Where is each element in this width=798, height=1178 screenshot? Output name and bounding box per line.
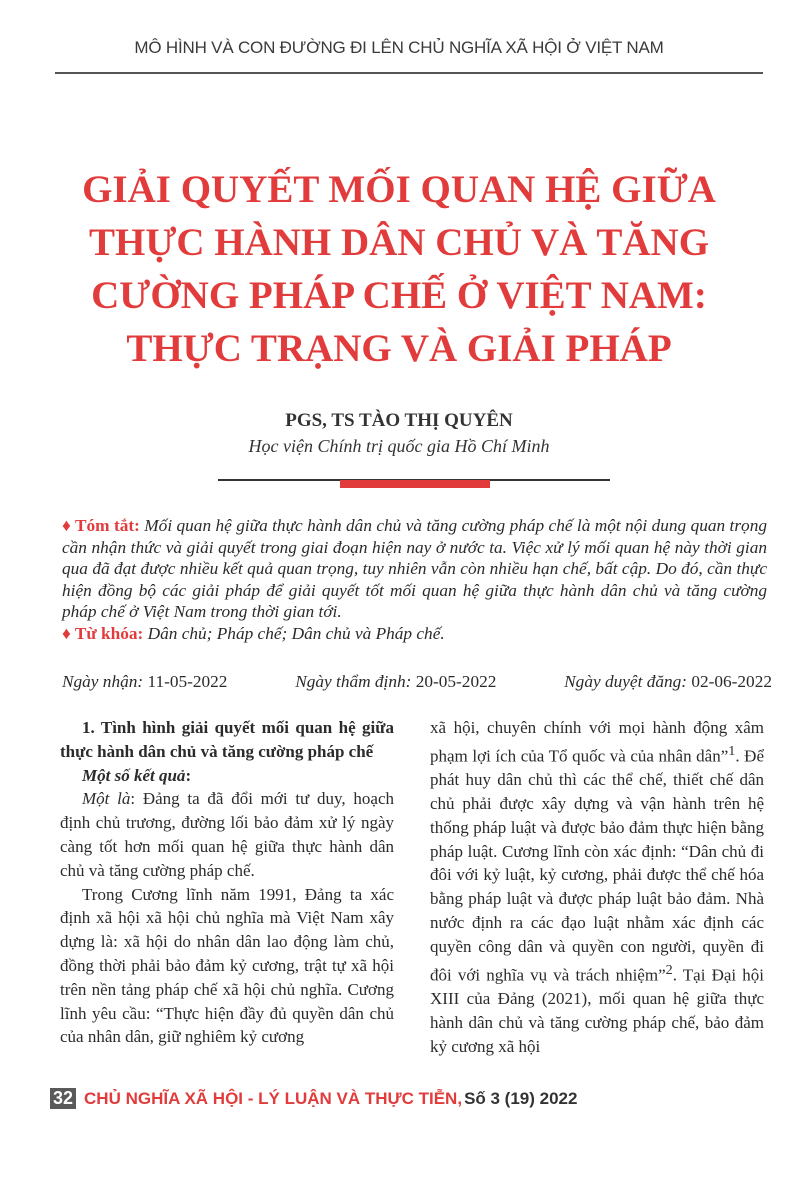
date-value: 02-06-2022: [687, 672, 772, 691]
title-line: THỰC TRẠNG VÀ GIẢI PHÁP: [126, 327, 672, 370]
abstract-label: ♦ Tóm tắt:: [62, 516, 140, 535]
date-received: [62, 672, 227, 692]
body-column-left: [60, 716, 394, 1049]
footnote-ref[interactable]: 1: [728, 742, 736, 759]
header-divider: [55, 72, 763, 74]
page-footer: [50, 1088, 577, 1109]
paragraph-text: . Để phát huy dân chủ thì các thể chế, thiết chế dân chủ phải được xây dựng và vận hành trên hệ thống pháp luật và được bảo đảm thực hiện bằng pháp luật. Cương lĩnh còn xác định: “Dân chủ đi đôi với kỷ luật, kỷ cương, phải được thể chế hóa bằng pháp luật và được pháp luật bảo đảm. Nhà nước định ra các đạo luật nhằm xác định các quyền công dân và quyền con người, quyền đi đôi với nghĩa vụ và trách nhiệm”: [430, 746, 764, 985]
issue-number: Số 3 (19) 2022: [464, 1088, 578, 1108]
abstract: [62, 515, 767, 644]
author-name: PGS, TS TÀO THỊ QUYÊN: [285, 410, 513, 431]
paragraph-text: : Đảng ta đã đổi mới tư duy, hoạch định chủ trương, đường lối bảo đảm xử lý ngày càng tốt hơn mối quan hệ giữa thực hành dân chủ và tăng cường pháp chế.: [60, 789, 394, 880]
body-column-right: [430, 716, 764, 1058]
paragraph-lead: Một là: [82, 789, 131, 809]
article-title: [40, 163, 758, 375]
title-line: GIẢI QUYẾT MỐI QUAN HỆ GIỮA: [82, 168, 716, 211]
date-label: Ngày thẩm định:: [295, 672, 412, 691]
title-divider-accent: [340, 480, 490, 488]
footnote-ref[interactable]: 2: [665, 961, 673, 978]
keywords-label: ♦ Từ khóa:: [62, 623, 144, 643]
abstract-text: Mối quan hệ giữa thực hành dân chủ và tăng cường pháp chế là một nội dung quan trọng cần nhận thức và giải quyết trong giai đoạn hiện nay ở nước ta. Việc xử lý mối quan hệ này thời gian qua đã đạt được nhiều kết quả quan trọng, tuy nhiên vẫn còn nhiều hạn chế, bất cập. Do đó, cần thực hiện đồng bộ các giải pháp để giải quyết tốt mối quan hệ giữa thực hành dân chủ và tăng cường pháp chế ở Việt Nam trong thời gian tới.: [62, 516, 767, 621]
keywords-text: Dân chủ; Pháp chế; Dân chủ và Pháp chế.: [147, 623, 445, 643]
title-line: THỰC HÀNH DÂN CHỦ VÀ TĂNG: [88, 221, 710, 264]
date-value: 11-05-2022: [143, 672, 228, 691]
paragraph: [60, 787, 394, 882]
paragraph: [430, 716, 764, 1058]
date-label: Ngày nhận:: [62, 672, 144, 691]
subheading-text: Một số kết quả: [82, 765, 186, 785]
author-affiliation: Học viện Chính trị quốc gia Hồ Chí Minh: [248, 436, 550, 456]
date-approved: [564, 672, 772, 692]
paragraph: Trong Cương lĩnh năm 1991, Đảng ta xác định xã hội xã hội chủ nghĩa mà Việt Nam xây dựng là: xã hội do nhân dân lao động làm chủ, đồng thời phải bảo đảm kỷ cương, trật tự xã hội trên nền tảng pháp chế xã hội chủ nghĩa. Cương lĩnh yêu cầu: “Thực hiện đầy đủ quyền dân chủ của nhân dân, giữ nghiêm kỷ cương: [60, 884, 394, 1047]
date-value: 20-05-2022: [411, 672, 497, 691]
subheading-colon: :: [185, 765, 192, 785]
paragraph-text: . Tại Đại hội XIII của Đảng (2021), mối quan hệ giữa thực hành dân chủ và tăng cường pháp chế, bảo đảm kỷ cương xã hội: [430, 965, 764, 1056]
date-label: Ngày duyệt đăng:: [564, 672, 688, 691]
date-reviewed: [295, 672, 496, 692]
journal-name: CHỦ NGHĨA XÃ HỘI - LÝ LUẬN VÀ THỰC TIỄN,: [84, 1088, 463, 1108]
running-header: MÔ HÌNH VÀ CON ĐƯỜNG ĐI LÊN CHỦ NGHĨA XÃ HỘI Ở VIỆT NAM: [134, 38, 664, 57]
page-number: 32: [50, 1088, 76, 1109]
article-dates: [62, 672, 772, 692]
title-line: CƯỜNG PHÁP CHẾ Ở VIỆT NAM:: [91, 274, 707, 317]
paragraph-text: xã hội, chuyên chính với mọi hành động xâm phạm lợi ích của Tổ quốc và của nhân dân”: [430, 718, 764, 766]
subheading: [60, 764, 394, 788]
section-heading: 1. Tình hình giải quyết mối quan hệ giữa thực hành dân chủ và tăng cường pháp chế: [60, 718, 394, 761]
